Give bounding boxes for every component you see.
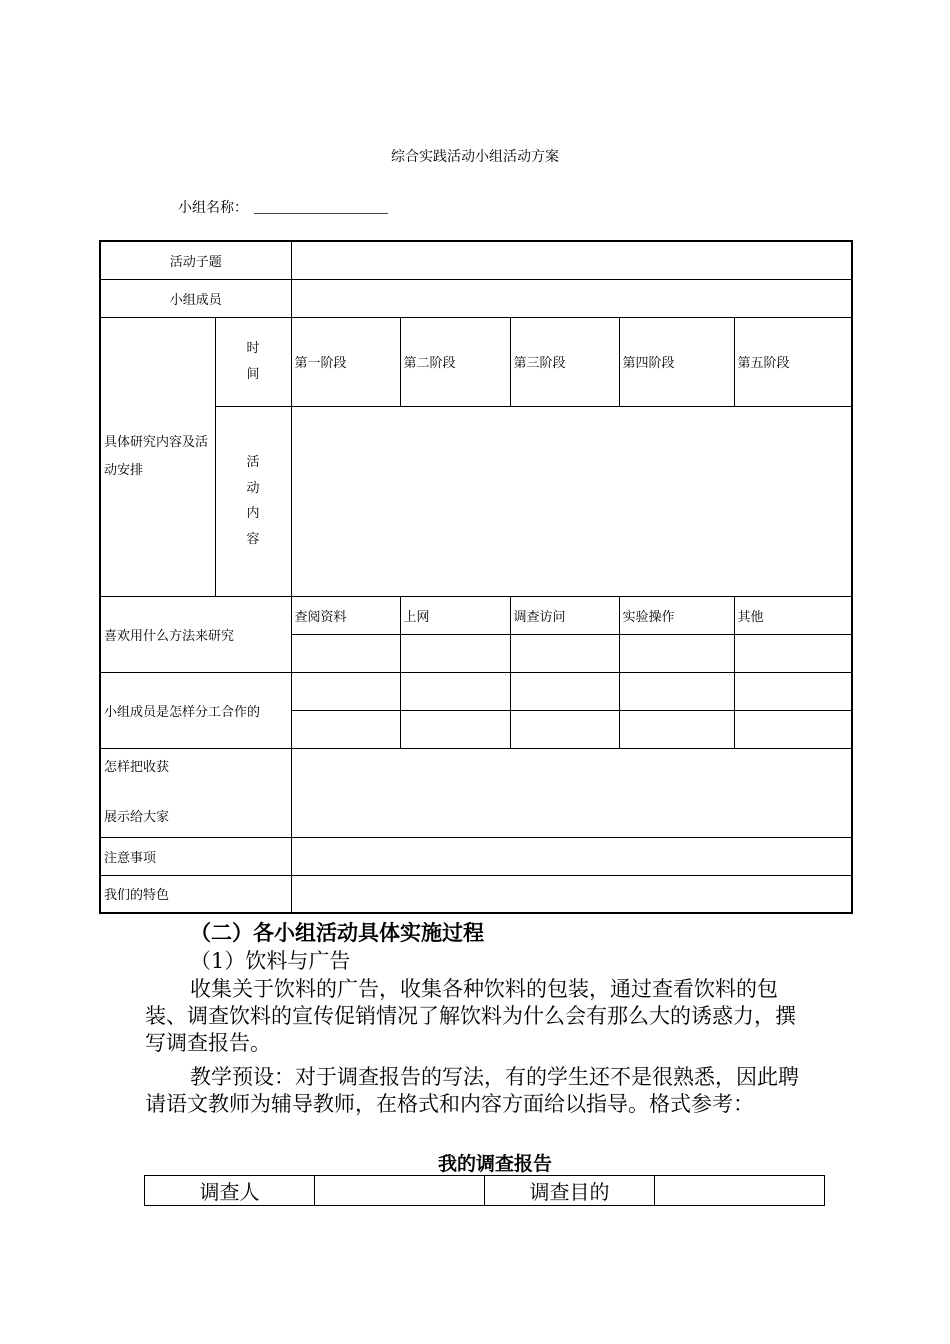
division-row [100,672,852,710]
method-2: 上网 [400,596,510,634]
paragraph-2: 教学预设：对于调查报告的写法，有的学生还不是很熟悉，因此聘请语文教师为辅导教师，在格式和内容方面给以指导。格式参考： [145,1065,799,1116]
content-label-char: 活 [246,455,260,470]
show-label [100,748,291,837]
notes-label: 注意事项 [100,837,291,875]
show-label-spacer [104,780,288,805]
stage-2: 第二阶段 [400,317,510,406]
time-label-char: 间 [246,366,260,382]
division-cell[interactable] [619,710,734,748]
notes-cell[interactable] [291,837,852,875]
topic-row [100,241,852,279]
content-label [215,406,291,596]
investigator-label: 调查人 [145,1176,315,1206]
topic-cell[interactable] [291,241,852,279]
report-row [145,1176,825,1206]
group-name-label: 小组名称： [178,200,248,216]
division-cell[interactable] [291,672,400,710]
method-label: 喜欢用什么方法来研究 [100,596,291,672]
group-name-blank[interactable] [254,199,388,214]
section-heading: （二）各小组活动具体实施过程 [190,920,484,945]
method-answer-cell[interactable] [734,634,852,672]
feature-row [100,875,852,913]
members-cell[interactable] [291,279,852,317]
stage-3: 第三阶段 [510,317,619,406]
show-label-line: 展示给大家 [104,810,170,825]
purpose-label: 调查目的 [485,1176,655,1206]
group-name-line [178,197,388,217]
content-cell[interactable] [291,406,852,596]
method-answer-cell[interactable] [510,634,619,672]
paragraph-1: 收集关于饮料的广告，收集各种饮料的包装，通过查看饮料的包装、调查饮料的宣传促销情况了解饮料为什么会有那么大的诱惑力，撰写调查报告。 [145,977,796,1055]
stage-1: 第一阶段 [291,317,400,406]
division-cell[interactable] [734,672,852,710]
stage-5: 第五阶段 [734,317,852,406]
investigator-cell[interactable] [315,1176,485,1206]
report-table [144,1175,825,1206]
division-cell[interactable] [400,710,510,748]
method-4: 实验操作 [619,596,734,634]
members-row [100,279,852,317]
purpose-cell[interactable] [655,1176,825,1206]
division-label: 小组成员是怎样分工合作的 [100,672,291,748]
show-row [100,748,852,837]
sub-heading: （1）饮料与广告 [190,949,351,973]
division-cell[interactable] [291,710,400,748]
stage-row [100,317,852,406]
content-label-char: 动 [246,480,260,496]
method-1: 查阅资料 [291,596,400,634]
show-cell[interactable] [291,748,852,837]
method-answer-cell[interactable] [619,634,734,672]
show-label-line: 怎样把收获 [104,760,170,775]
division-cell[interactable] [510,672,619,710]
method-answer-cell[interactable] [291,634,400,672]
method-3: 调查访问 [510,596,619,634]
content-label-char: 容 [246,531,260,547]
feature-cell[interactable] [291,875,852,913]
activity-plan-table [99,240,853,914]
method-row [100,596,852,634]
feature-label: 我们的特色 [100,875,291,913]
division-cell[interactable] [619,672,734,710]
report-title: 我的调查报告 [437,1153,552,1175]
division-cell[interactable] [734,710,852,748]
document-title: 综合实践活动小组活动方案 [391,149,559,165]
research-label: 具体研究内容及活动安排 [100,317,215,596]
content-label-char: 内 [246,506,260,521]
topic-label: 活动子题 [100,241,291,279]
time-label-char: 时 [246,341,260,356]
time-label [215,317,291,406]
method-answer-cell[interactable] [400,634,510,672]
stage-4: 第四阶段 [619,317,734,406]
division-cell[interactable] [400,672,510,710]
method-5: 其他 [734,596,852,634]
members-label: 小组成员 [100,279,291,317]
division-cell[interactable] [510,710,619,748]
notes-row [100,837,852,875]
